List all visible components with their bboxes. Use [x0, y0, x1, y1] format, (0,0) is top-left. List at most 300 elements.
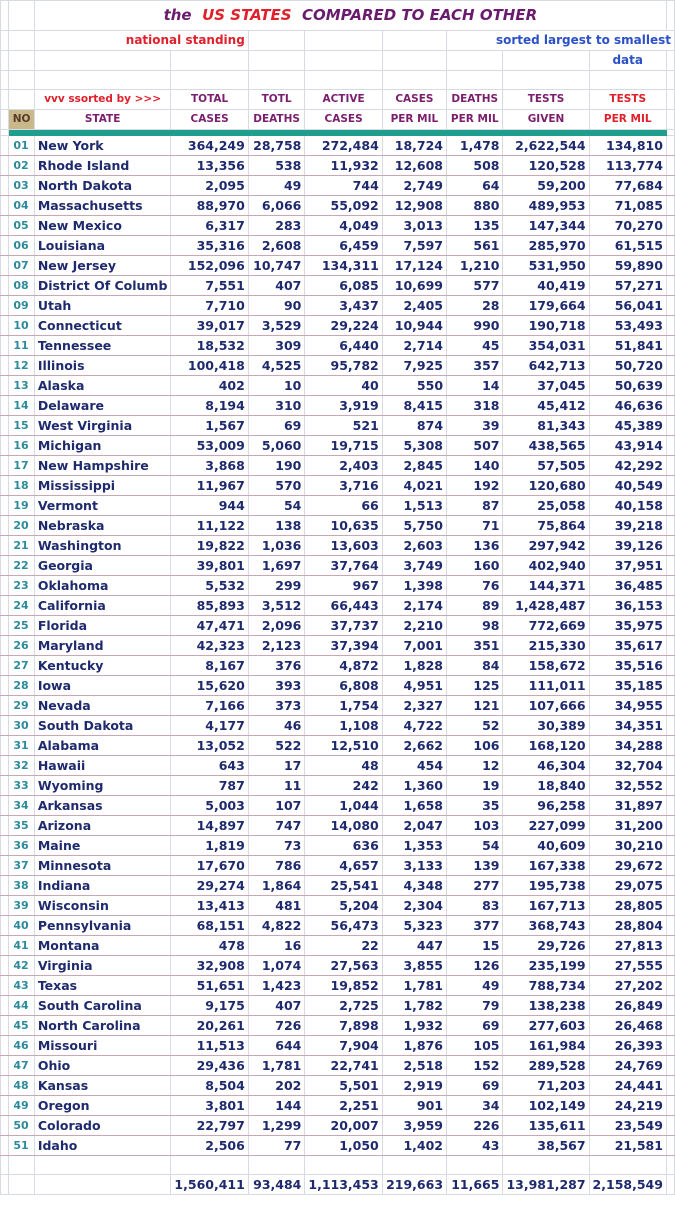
cell-value: 22	[305, 936, 382, 956]
table-row	[1, 696, 675, 716]
cell-value: 39,017	[171, 316, 248, 336]
empty-cell	[1, 1096, 9, 1116]
cell-value: 1,478	[447, 136, 503, 156]
cell-value: 4,722	[382, 716, 446, 736]
cell-value: 106	[447, 736, 503, 756]
cell-value: 3,868	[171, 456, 248, 476]
cell-value: 1,210	[447, 256, 503, 276]
cell-value: 36,485	[589, 576, 666, 596]
row-number: 07	[9, 256, 34, 276]
cell-value: 126	[447, 956, 503, 976]
cell-value: 14,897	[171, 816, 248, 836]
cell-value: 158,672	[503, 656, 589, 676]
cell-value: 368,743	[503, 916, 589, 936]
sort-note: vvv ssorted by >>>	[34, 90, 171, 110]
cell-value: 508	[447, 156, 503, 176]
empty-cell	[503, 1156, 589, 1175]
cell-value: 179,664	[503, 296, 589, 316]
header-bottom-2: CASES	[171, 110, 248, 130]
cell-value: 19	[447, 776, 503, 796]
empty-cell	[1, 1076, 9, 1096]
empty-cell	[382, 71, 446, 90]
cell-value: 4,872	[305, 656, 382, 676]
empty-cell	[1, 1136, 9, 1156]
cell-value: 5,204	[305, 896, 382, 916]
cell-value: 272,484	[305, 136, 382, 156]
cell-value: 59,200	[503, 176, 589, 196]
empty-cell	[9, 90, 34, 110]
state-name: New Jersey	[34, 256, 171, 276]
cell-value: 786	[248, 856, 305, 876]
empty-cell	[666, 876, 674, 896]
empty-cell	[1, 236, 9, 256]
empty-cell	[589, 1156, 666, 1175]
cell-value: 56,041	[589, 296, 666, 316]
empty-cell	[1, 316, 9, 336]
cell-value: 29,274	[171, 876, 248, 896]
cell-value: 4,348	[382, 876, 446, 896]
cell-value: 40,158	[589, 496, 666, 516]
cell-value: 42,292	[589, 456, 666, 476]
header-bottom-3: DEATHS	[248, 110, 305, 130]
row-number: 51	[9, 1136, 34, 1156]
row-number: 33	[9, 776, 34, 796]
cell-value: 38,567	[503, 1136, 589, 1156]
empty-cell	[666, 616, 674, 636]
table-row	[1, 1116, 675, 1136]
table-row	[1, 756, 675, 776]
empty-cell	[171, 51, 248, 71]
cell-value: 40,549	[589, 476, 666, 496]
empty-cell	[1, 156, 9, 176]
cell-value: 31,897	[589, 796, 666, 816]
state-name: Illinois	[34, 356, 171, 376]
cell-value: 71,203	[503, 1076, 589, 1096]
cell-value: 138	[248, 516, 305, 536]
cell-value: 8,194	[171, 396, 248, 416]
row-number: 23	[9, 576, 34, 596]
cell-value: 3,529	[248, 316, 305, 336]
empty-cell	[666, 896, 674, 916]
title-rest: COMPARED TO EACH OTHER	[302, 6, 538, 24]
empty-cell	[666, 1136, 674, 1156]
cell-value: 39,801	[171, 556, 248, 576]
cell-value: 1,074	[248, 956, 305, 976]
cell-value: 7,551	[171, 276, 248, 296]
cell-value: 134,311	[305, 256, 382, 276]
cell-value: 136	[447, 536, 503, 556]
table-row	[1, 516, 675, 536]
cell-value: 161,984	[503, 1036, 589, 1056]
empty-cell	[1, 516, 9, 536]
cell-value: 140	[447, 456, 503, 476]
cell-value: 283	[248, 216, 305, 236]
table-row	[1, 1076, 675, 1096]
empty-cell	[666, 196, 674, 216]
row-number: 37	[9, 856, 34, 876]
cell-value: 1,567	[171, 416, 248, 436]
cell-value: 50,720	[589, 356, 666, 376]
empty-cell	[1, 1056, 9, 1076]
cell-value: 297,942	[503, 536, 589, 556]
cell-value: 16	[248, 936, 305, 956]
state-name: Iowa	[34, 676, 171, 696]
cell-value: 35	[447, 796, 503, 816]
cell-value: 10	[248, 376, 305, 396]
cell-value: 4,177	[171, 716, 248, 736]
empty-cell	[1, 576, 9, 596]
empty-cell	[1, 876, 9, 896]
cell-value: 18,724	[382, 136, 446, 156]
empty-cell	[34, 51, 171, 71]
row-number: 27	[9, 656, 34, 676]
empty-cell	[305, 31, 382, 51]
table-row	[1, 816, 675, 836]
row-number: 08	[9, 276, 34, 296]
cell-value: 17,670	[171, 856, 248, 876]
total-value: 2,158,549	[589, 1175, 666, 1195]
cell-value: 135	[447, 216, 503, 236]
empty-cell	[1, 596, 9, 616]
row-number: 46	[9, 1036, 34, 1056]
empty-cell	[1, 716, 9, 736]
cell-value: 49	[447, 976, 503, 996]
row-number: 24	[9, 596, 34, 616]
cell-value: 2,123	[248, 636, 305, 656]
cell-value: 1,036	[248, 536, 305, 556]
cell-value: 85,893	[171, 596, 248, 616]
cell-value: 309	[248, 336, 305, 356]
empty-cell	[1, 856, 9, 876]
empty-cell	[1, 1, 9, 31]
empty-cell	[1, 996, 9, 1016]
cell-value: 3,919	[305, 396, 382, 416]
subtitle-data: data	[589, 51, 666, 71]
empty-cell	[1, 1175, 9, 1195]
cell-value: 18,532	[171, 336, 248, 356]
empty-cell	[1, 1016, 9, 1036]
cell-value: 642,713	[503, 356, 589, 376]
empty-cell	[1, 416, 9, 436]
cell-value: 5,323	[382, 916, 446, 936]
table-row	[1, 496, 675, 516]
cell-value: 901	[382, 1096, 446, 1116]
cell-value: 4,657	[305, 856, 382, 876]
row-number: 41	[9, 936, 34, 956]
empty-cell	[9, 1156, 34, 1175]
empty-cell	[382, 1156, 446, 1175]
cell-value: 107,666	[503, 696, 589, 716]
empty-cell	[9, 1175, 34, 1195]
cell-value: 70,270	[589, 216, 666, 236]
empty-cell	[666, 71, 674, 90]
table-row	[1, 196, 675, 216]
empty-cell	[1, 176, 9, 196]
header-bottom-8: PER MIL	[589, 110, 666, 130]
cell-value: 2,304	[382, 896, 446, 916]
state-name: Kansas	[34, 1076, 171, 1096]
cell-value: 5,003	[171, 796, 248, 816]
row-number: 42	[9, 956, 34, 976]
row-number: 17	[9, 456, 34, 476]
cell-value: 96,258	[503, 796, 589, 816]
empty-cell	[1, 816, 9, 836]
empty-cell	[1, 776, 9, 796]
cell-value: 357	[447, 356, 503, 376]
empty-cell	[503, 51, 589, 71]
empty-cell	[666, 976, 674, 996]
cell-value: 69	[447, 1016, 503, 1036]
empty-cell	[666, 916, 674, 936]
table-row	[1, 976, 675, 996]
cell-value: 393	[248, 676, 305, 696]
cell-value: 25,541	[305, 876, 382, 896]
cell-value: 2,725	[305, 996, 382, 1016]
cell-value: 46	[248, 716, 305, 736]
cell-value: 32,704	[589, 756, 666, 776]
cell-value: 4,822	[248, 916, 305, 936]
cell-value: 2,251	[305, 1096, 382, 1116]
table-row	[1, 256, 675, 276]
cell-value: 69	[248, 416, 305, 436]
cell-value: 3,801	[171, 1096, 248, 1116]
row-number: 34	[9, 796, 34, 816]
row-number: 36	[9, 836, 34, 856]
row-number: 48	[9, 1076, 34, 1096]
cell-value: 46,304	[503, 756, 589, 776]
cell-value: 8,504	[171, 1076, 248, 1096]
cell-value: 75,864	[503, 516, 589, 536]
cell-value: 40,419	[503, 276, 589, 296]
table-row	[1, 796, 675, 816]
row-number: 20	[9, 516, 34, 536]
cell-value: 407	[248, 276, 305, 296]
cell-value: 19,715	[305, 436, 382, 456]
cell-value: 277	[447, 876, 503, 896]
cell-value: 19,822	[171, 536, 248, 556]
state-name: Utah	[34, 296, 171, 316]
cell-value: 521	[305, 416, 382, 436]
state-name: Wyoming	[34, 776, 171, 796]
row-number: 10	[9, 316, 34, 336]
cell-value: 643	[171, 756, 248, 776]
row-number: 09	[9, 296, 34, 316]
empty-cell	[666, 756, 674, 776]
empty-cell	[666, 856, 674, 876]
cell-value: 2,095	[171, 176, 248, 196]
cell-value: 2,714	[382, 336, 446, 356]
cell-value: 489,953	[503, 196, 589, 216]
cell-value: 577	[447, 276, 503, 296]
cell-value: 54	[447, 836, 503, 856]
state-name: New Mexico	[34, 216, 171, 236]
row-number: 26	[9, 636, 34, 656]
cell-value: 35,516	[589, 656, 666, 676]
state-name: Delaware	[34, 396, 171, 416]
cell-value: 35,617	[589, 636, 666, 656]
cell-value: 277,603	[503, 1016, 589, 1036]
cell-value: 30,389	[503, 716, 589, 736]
empty-cell	[9, 31, 34, 51]
cell-value: 2,210	[382, 616, 446, 636]
cell-value: 81,343	[503, 416, 589, 436]
cell-value: 8,415	[382, 396, 446, 416]
table-row	[1, 396, 675, 416]
cell-value: 1,658	[382, 796, 446, 816]
state-name: Minnesota	[34, 856, 171, 876]
cell-value: 874	[382, 416, 446, 436]
table-row	[1, 636, 675, 656]
table-row	[1, 236, 675, 256]
cell-value: 354,031	[503, 336, 589, 356]
cell-value: 27,563	[305, 956, 382, 976]
cell-value: 168,120	[503, 736, 589, 756]
table-row	[1, 1096, 675, 1116]
row-number: 28	[9, 676, 34, 696]
table-row	[1, 956, 675, 976]
cell-value: 90	[248, 296, 305, 316]
cell-value: 19,852	[305, 976, 382, 996]
cell-value: 1,828	[382, 656, 446, 676]
empty-cell	[171, 1156, 248, 1175]
state-name: Nevada	[34, 696, 171, 716]
cell-value: 46,636	[589, 396, 666, 416]
row-number: 15	[9, 416, 34, 436]
row-number: 18	[9, 476, 34, 496]
total-value: 13,981,287	[503, 1175, 589, 1195]
table-row	[1, 276, 675, 296]
empty-cell	[666, 1, 674, 31]
state-name: California	[34, 596, 171, 616]
empty-cell	[1, 1036, 9, 1056]
cell-value: 7,925	[382, 356, 446, 376]
state-name: Massachusetts	[34, 196, 171, 216]
table-row	[1, 216, 675, 236]
empty-cell	[1, 1156, 9, 1175]
state-name: Georgia	[34, 556, 171, 576]
cell-value: 3,749	[382, 556, 446, 576]
cell-value: 478	[171, 936, 248, 956]
cell-value: 1,513	[382, 496, 446, 516]
cell-value: 53,493	[589, 316, 666, 336]
cell-value: 57,505	[503, 456, 589, 476]
cell-value: 39	[447, 416, 503, 436]
state-name: West Virginia	[34, 416, 171, 436]
cell-value: 100,418	[171, 356, 248, 376]
cell-value: 83	[447, 896, 503, 916]
cell-value: 40	[305, 376, 382, 396]
cell-value: 50,639	[589, 376, 666, 396]
empty-cell	[666, 1016, 674, 1036]
state-name: Mississippi	[34, 476, 171, 496]
cell-value: 24,219	[589, 1096, 666, 1116]
cell-value: 39,126	[589, 536, 666, 556]
cell-value: 77,684	[589, 176, 666, 196]
cell-value: 87	[447, 496, 503, 516]
table-row	[1, 316, 675, 336]
row-number: 38	[9, 876, 34, 896]
table-row	[1, 416, 675, 436]
state-name: Ohio	[34, 1056, 171, 1076]
header-top-4: DEATHS	[447, 90, 503, 110]
state-name: Connecticut	[34, 316, 171, 336]
cell-value: 66,443	[305, 596, 382, 616]
cell-value: 45,412	[503, 396, 589, 416]
cell-value: 7,166	[171, 696, 248, 716]
row-number: 05	[9, 216, 34, 236]
empty-cell	[666, 456, 674, 476]
empty-cell	[1, 936, 9, 956]
cell-value: 12,908	[382, 196, 446, 216]
row-number: 50	[9, 1116, 34, 1136]
cell-value: 195,738	[503, 876, 589, 896]
table-row	[1, 736, 675, 756]
cell-value: 4,525	[248, 356, 305, 376]
cell-value: 7,710	[171, 296, 248, 316]
cell-value: 1,754	[305, 696, 382, 716]
cell-value: 507	[447, 436, 503, 456]
state-name: North Carolina	[34, 1016, 171, 1036]
cell-value: 2,662	[382, 736, 446, 756]
cell-value: 28,805	[589, 896, 666, 916]
cell-value: 11,122	[171, 516, 248, 536]
cell-value: 125	[447, 676, 503, 696]
cell-value: 53,009	[171, 436, 248, 456]
cell-value: 7,001	[382, 636, 446, 656]
cell-value: 15	[447, 936, 503, 956]
cell-value: 139	[447, 856, 503, 876]
row-number: 06	[9, 236, 34, 256]
cell-value: 10,635	[305, 516, 382, 536]
cell-value: 5,060	[248, 436, 305, 456]
cell-value: 944	[171, 496, 248, 516]
state-name: Michigan	[34, 436, 171, 456]
cell-value: 1,932	[382, 1016, 446, 1036]
cell-value: 11	[248, 776, 305, 796]
cell-value: 89	[447, 596, 503, 616]
cell-value: 5,750	[382, 516, 446, 536]
cell-value: 538	[248, 156, 305, 176]
cell-value: 102,149	[503, 1096, 589, 1116]
empty-cell	[1, 896, 9, 916]
empty-cell	[666, 51, 674, 71]
row-number: 14	[9, 396, 34, 416]
cell-value: 2,403	[305, 456, 382, 476]
cell-value: 1,782	[382, 996, 446, 1016]
empty-cell	[1, 456, 9, 476]
cell-value: 454	[382, 756, 446, 776]
empty-cell	[171, 71, 248, 90]
empty-cell	[666, 1116, 674, 1136]
header-top-2: ACTIVE	[305, 90, 382, 110]
cell-value: 990	[447, 316, 503, 336]
cell-value: 45	[447, 336, 503, 356]
cell-value: 37,951	[589, 556, 666, 576]
cell-value: 26,393	[589, 1036, 666, 1056]
cell-value: 167,338	[503, 856, 589, 876]
empty-cell	[666, 816, 674, 836]
table-row	[1, 1036, 675, 1056]
cell-value: 14	[447, 376, 503, 396]
cell-value: 32,552	[589, 776, 666, 796]
cell-value: 28	[447, 296, 503, 316]
state-name: Colorado	[34, 1116, 171, 1136]
empty-cell	[666, 936, 674, 956]
cell-value: 8,167	[171, 656, 248, 676]
cell-value: 227,099	[503, 816, 589, 836]
state-name: Indiana	[34, 876, 171, 896]
row-number: 12	[9, 356, 34, 376]
